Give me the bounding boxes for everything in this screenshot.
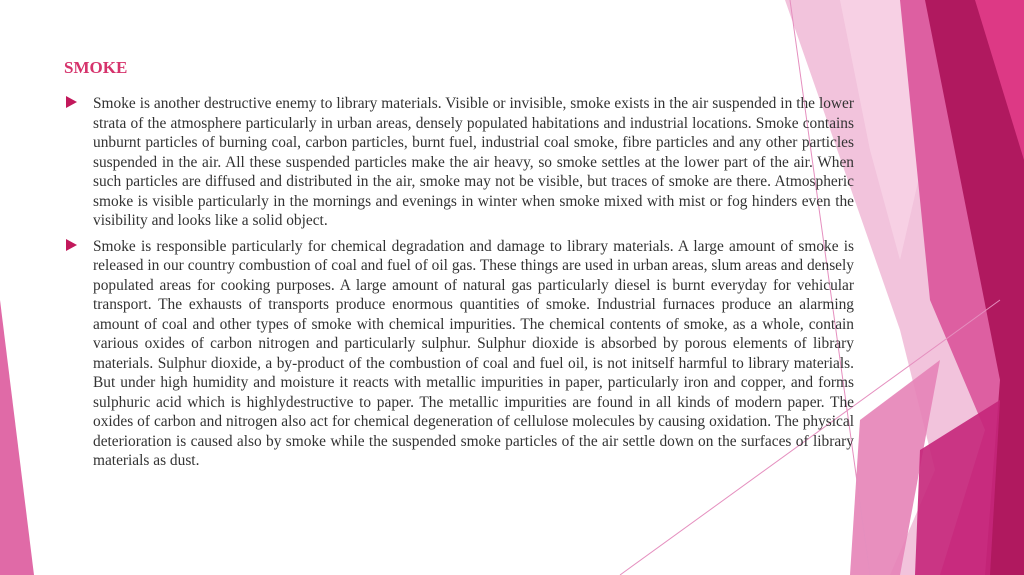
bullet-list (64, 94, 854, 477)
slide-title: SMOKE (64, 58, 128, 77)
list-item (64, 94, 854, 231)
triangle-bullet-icon (64, 237, 93, 255)
deco-left-sliver (0, 300, 34, 575)
bullet-text: Smoke is another destructive enemy to library materials. Visible or invisible, smoke exists in the air suspended in the lower strata of the atmosphere particularly in urban areas, densely populated habitations and industrial locations. Smoke contains unburnt particles of burning coal, carbon particles, burnt fuel, industrial coal smoke, fibre particles and any other particles suspended in the air. All these suspended particles make the air heavy, so smoke settles at the lower part of the air. When such particles are diffused and distributed in the air, smoke may not be visible, but traces of smoke are there. Atmospheric smoke is visible particularly in the mornings and evenings in winter when smoke mixed with mist or fog hinders even the visibility and looks like a solid object. (93, 95, 854, 229)
bullet-text: Smoke is responsible particularly for chemical degradation and damage to library materials. A large amount of smoke is released in our country combustion of coal and fuel of oil gas. These things are used in urban areas, slum areas and densely populated areas for cooking purposes. A large amount of natural gas particularly diesel is burnt everyday for vehicular transport. The exhausts of transports produce enormous quantities of smoke. Industrial furnaces produce an alarming amount of coal and other types of smoke with chemical impurities. The chemical contents of smoke, as a whole, contain various oxides of carbon nitrogen and particularly sulphur. Sulphur dioxide is absorbed by porous elements of library materials. Sulphur dioxide, a by-product of the combustion of coal and fuel oil, is not initself harmful to library materials. But under high humidity and moisture it reacts with metallic impurities in paper, particularly iron and copper, and forms sulphuric acid which is highlydestructive to paper. The metallic impurities are found in all kinds of modern paper. The oxides of carbon and nitrogen also act for chemical degeneration of cellulose molecules by causing oxidation. The physical deterioration is caused also by smoke while the suspended smoke particles of the air settle down on the surfaces of library materials as dust. (93, 237, 854, 469)
list-item (64, 237, 854, 471)
triangle-bullet-icon (64, 94, 93, 112)
